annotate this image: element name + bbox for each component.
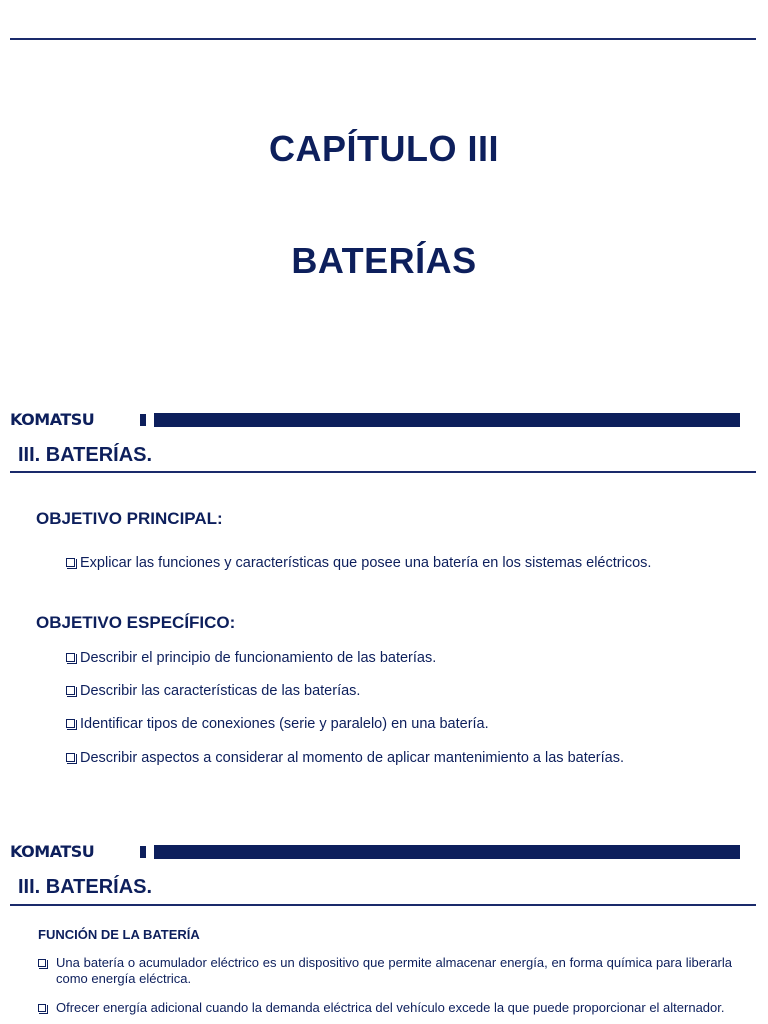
chapter-subject: BATERÍAS <box>291 240 477 281</box>
list-item: Ofrecer energía adicional cuando la demanda eléctrica del vehículo excede la que puede proporcionar el alternador. <box>38 1000 732 1016</box>
objective-main-heading: OBJETIVO PRINCIPAL: <box>36 509 223 528</box>
top-rule <box>10 38 756 40</box>
checkbox-bullet-icon <box>66 653 75 662</box>
komatsu-logo: KOMATSU <box>10 842 95 861</box>
brand-block <box>140 414 146 426</box>
list-item: Describir las características de las baterías. <box>66 683 360 699</box>
section-rule <box>10 904 756 906</box>
chapter-title: CAPÍTULO III <box>269 128 499 169</box>
list-item: Describir aspectos a considerar al momento de aplicar mantenimiento a las baterías. <box>66 750 624 766</box>
checkbox-bullet-icon <box>66 558 75 567</box>
brand-block <box>140 846 146 858</box>
section-rule <box>10 471 756 473</box>
section-title: III. BATERÍAS. <box>18 876 153 898</box>
brand-stripe <box>154 845 740 859</box>
brand-bar <box>10 410 740 429</box>
function-heading: FUNCIÓN DE LA BATERÍA <box>38 927 200 942</box>
brand-bar <box>10 842 740 861</box>
checkbox-bullet-icon <box>66 719 75 728</box>
komatsu-logo: KOMATSU <box>10 410 95 429</box>
section-title: III. BATERÍAS. <box>18 444 153 466</box>
list-item: Describir el principio de funcionamiento de las baterías. <box>66 650 436 666</box>
objective-specific-heading: OBJETIVO ESPECÍFICO: <box>36 613 236 632</box>
checkbox-bullet-icon <box>38 959 46 967</box>
checkbox-bullet-icon <box>66 686 75 695</box>
checkbox-bullet-icon <box>66 753 75 762</box>
brand-stripe <box>154 413 740 427</box>
checkbox-bullet-icon <box>38 1004 46 1012</box>
list-item: Una batería o acumulador eléctrico es un dispositivo que permite almacenar energía, en forma química para liberarla como energía eléctrica. <box>38 955 732 987</box>
list-item: Explicar las funciones y características que posee una batería en los sistemas eléctricos. <box>66 555 651 571</box>
list-item: Identificar tipos de conexiones (serie y paralelo) en una batería. <box>66 716 489 732</box>
